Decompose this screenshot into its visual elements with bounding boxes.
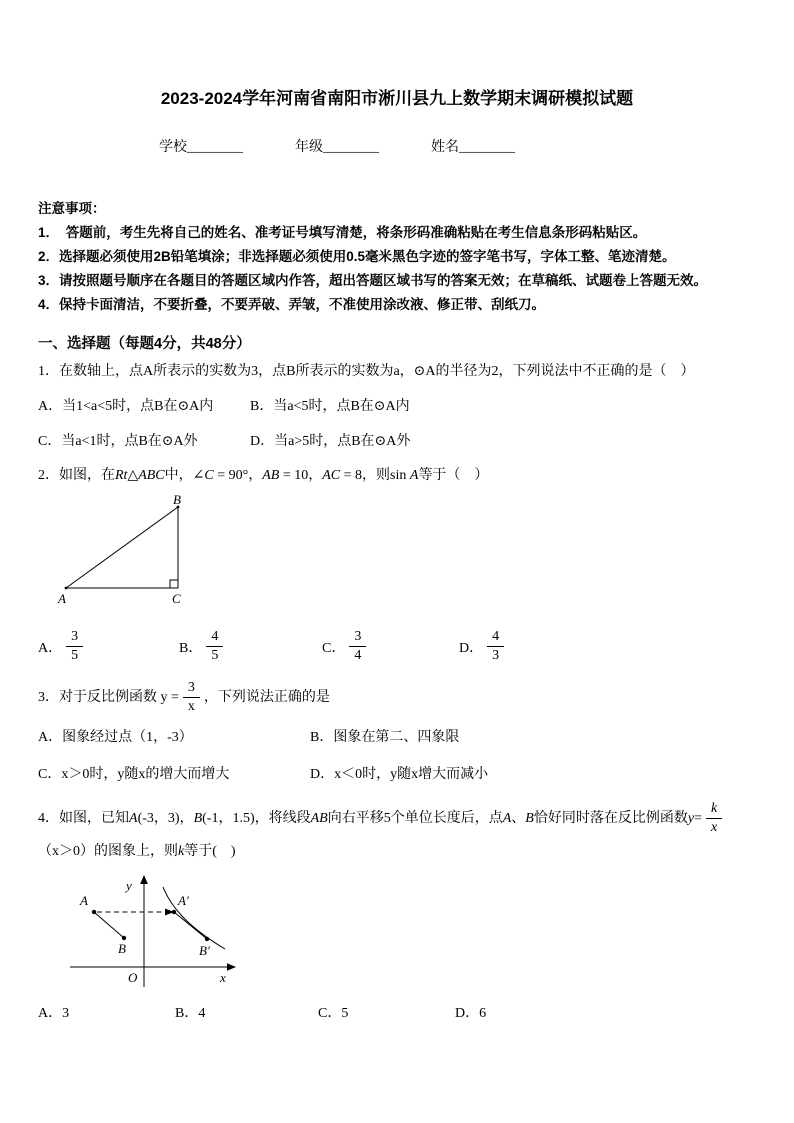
q4-math: A <box>502 811 512 826</box>
triangle-hypotenuse-ab <box>66 507 178 588</box>
q4-math: B <box>193 811 203 826</box>
q3-option-b: B．图象在第二、四象限 <box>310 730 460 745</box>
vertex-label-c: C <box>172 591 181 606</box>
q2-seg: = 8，则sin <box>340 468 407 483</box>
school-field <box>159 140 243 156</box>
fraction <box>206 629 223 664</box>
right-angle-mark <box>170 580 178 588</box>
point-b-label: B <box>118 941 126 956</box>
right-triangle-figure <box>56 493 206 619</box>
notice-item-3: 3．请按照题号顺序在各题目的答题区域内作答，超出答题区域书写的答案无效；在草稿纸、试题卷上答题无效。 <box>38 273 708 288</box>
q2-math: ∠C <box>192 468 214 483</box>
fraction <box>66 629 83 664</box>
fraction-numerator: 4 <box>206 629 223 647</box>
q4-seg: (-1，1.5)，将线段 <box>202 811 311 826</box>
point-b-prime-label: B′ <box>199 943 210 958</box>
question-4-text-line2 <box>38 843 756 860</box>
notice-item-2: 2．选择题必须使用2B铅笔填涂；非选择题必须使用0.5毫米黑色字迹的签字笔书写，字体工整、笔迹清楚。 <box>38 249 676 264</box>
q2-option-d <box>459 629 756 664</box>
x-axis-label: x <box>220 970 226 985</box>
q4-option-b: B．4 <box>175 1006 206 1021</box>
origin-label: O <box>128 970 138 985</box>
section-1-heading: 一、选择题（每题4分，共48分） <box>38 336 251 352</box>
q2-math: AC <box>322 468 341 483</box>
q3-post: ，下列说法正确的是 <box>203 690 330 705</box>
grade-field <box>295 140 379 156</box>
notice-item-4: 4．保持卡面清洁，不要折叠，不要弄破、弄皱，不准使用涂改液、修正带、刮纸刀。 <box>38 297 546 312</box>
q4-math: A <box>129 811 138 826</box>
question-1-text: 1．在数轴上，点A所表示的实数为3，点B所表示的实数为a，⊙A的半径为2，下列说法中不正确的是（ ） <box>38 364 695 379</box>
q2-seg: 等于（ ） <box>418 468 489 483</box>
vertex-a-dot <box>65 587 68 590</box>
q2-math: Rt△ABC <box>115 468 165 483</box>
hyperbola-curve <box>163 887 225 949</box>
q3-option-c: C．x＞0时，y随x的增大而增大 <box>38 767 230 782</box>
name-label: 姓名 <box>431 140 459 155</box>
question-2-options <box>38 629 756 664</box>
q3-option-a: A．图象经过点（1，-3） <box>38 730 193 745</box>
notice-heading: 注意事项： <box>38 201 106 216</box>
segment-ab <box>94 912 124 938</box>
option-letter: D． <box>459 640 484 656</box>
question-2-text <box>38 467 756 484</box>
fraction-numerator: k <box>706 801 722 819</box>
q4-seg: 恰好同时落在反比例函数 <box>533 811 688 826</box>
q2-math: A <box>409 468 419 483</box>
point-a-prime-label: A′ <box>178 893 189 908</box>
fraction-denominator: 4 <box>354 648 362 663</box>
q1-option-b: B．当a<5时，点B在⊙A内 <box>250 399 410 414</box>
q2-option-b <box>179 629 322 664</box>
fraction-numerator: 3 <box>66 629 83 647</box>
fraction-numerator: 4 <box>487 629 504 647</box>
vertex-label-b: B <box>173 493 181 507</box>
fraction-numerator: 3 <box>349 629 366 647</box>
fraction <box>349 629 366 664</box>
q4-math: y <box>687 811 695 826</box>
school-label: 学校 <box>159 140 187 155</box>
q4-seg: = <box>694 811 702 826</box>
question-4-text-line1 <box>38 801 756 836</box>
grade-blank: ________ <box>323 140 379 155</box>
vertex-label-a: A <box>58 591 66 606</box>
q4-seg: 4．如图，已知 <box>38 811 129 826</box>
q4-line2-k: k <box>178 844 185 859</box>
q4-option-c: C．5 <box>318 1006 349 1021</box>
point-a-label: A <box>80 893 88 908</box>
option-letter: B． <box>179 640 203 656</box>
coordinate-plane-figure <box>64 875 244 997</box>
q1-option-c: C．当a<1时，点B在⊙A外 <box>38 434 198 449</box>
q4-option-d: D．6 <box>455 1006 487 1021</box>
fraction-denominator: x <box>187 699 195 714</box>
y-axis-arrowhead <box>140 875 148 884</box>
q4-seg: 向右平移5个单位长度后，点 <box>327 811 503 826</box>
fraction <box>487 629 504 664</box>
notice-item-1: 1． 答题前，考生先将自己的姓名、准考证号填写清楚，将条形码准确粘贴在考生信息条形码粘贴区。 <box>38 225 647 240</box>
q2-option-a <box>38 629 179 664</box>
q1-option-d: D．当a>5时，点B在⊙A外 <box>250 434 411 449</box>
fraction-denominator: 3 <box>492 648 500 663</box>
fraction-denominator: x <box>710 820 718 835</box>
student-info-fields <box>0 140 696 156</box>
grade-label: 年级 <box>295 140 323 155</box>
segment-a-prime-b-prime <box>174 912 207 939</box>
fraction-numerator: 3 <box>183 680 200 698</box>
x-axis-arrowhead <box>227 963 236 971</box>
question-1-options <box>38 399 756 450</box>
q1-option-a: A．当1<a<5时，点B在⊙A内 <box>38 399 214 414</box>
question-3-text <box>38 680 756 715</box>
q2-seg: 中， <box>164 468 193 483</box>
q2-seg: 2．如图，在 <box>38 468 115 483</box>
y-axis-label: y <box>126 878 132 893</box>
notice-section <box>38 201 756 312</box>
page-title: 2023-2024学年河南省南阳市淅川县九上数学期末调研模拟试题 <box>160 89 634 108</box>
inline-fraction <box>183 680 200 715</box>
q2-option-c <box>322 629 459 664</box>
q3-option-d: D．x＜0时，y随x增大而减小 <box>310 767 489 782</box>
option-letter: A． <box>38 640 63 656</box>
q4-math: B <box>525 811 534 826</box>
q4-line2-pre: （x＞0）的图象上，则 <box>38 844 178 859</box>
fraction-denominator: 5 <box>211 648 219 663</box>
q4-seg: 、 <box>511 811 526 826</box>
fraction-denominator: 5 <box>71 648 79 663</box>
q3-pre: 3．对于反比例函数 y = <box>38 690 179 705</box>
q2-math: AB <box>262 468 280 483</box>
q2-seg: = 90°， <box>213 468 263 483</box>
q4-line2-post: 等于( ) <box>184 844 236 859</box>
q2-seg: = 10， <box>279 468 323 483</box>
name-field <box>431 140 515 156</box>
question-4-options <box>38 1006 756 1022</box>
q4-math: AB <box>310 811 328 826</box>
question-3-options <box>38 730 756 783</box>
school-blank: ________ <box>187 140 243 155</box>
inline-fraction <box>706 801 722 836</box>
option-letter: C． <box>322 640 346 656</box>
q4-option-a: A．3 <box>38 1006 70 1021</box>
name-blank: ________ <box>459 140 515 155</box>
q4-seg: (-3，3)， <box>137 811 194 826</box>
